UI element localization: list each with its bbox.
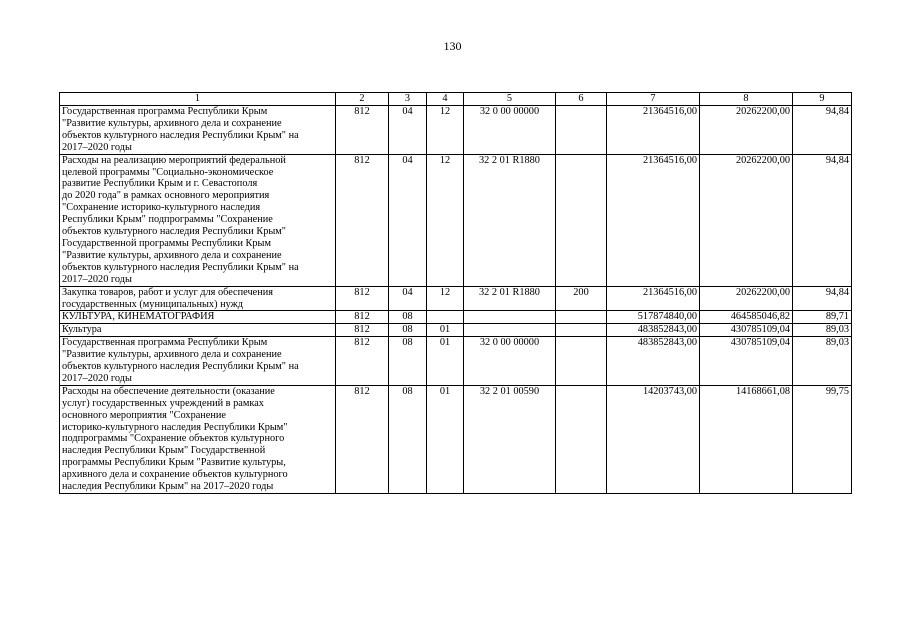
row-name: Государственная программа Республики Крым "Развитие культуры, архивного дела и сохранение объектов культурного наследия Республики Крым" на 2017–2020 годы	[60, 106, 336, 155]
cell-section: 08	[389, 324, 427, 337]
cell-amount-executed: 20262200,00	[700, 106, 793, 155]
cell-target-article: 32 2 01 00590	[464, 385, 556, 493]
cell-percent: 94,84	[793, 286, 852, 311]
cell-expense-type	[556, 324, 607, 337]
cell-percent: 89,03	[793, 324, 852, 337]
row-name: Закупка товаров, работ и услуг для обеспечения государственных (муниципальных) нужд	[60, 286, 336, 311]
row-name: КУЛЬТУРА, КИНЕМАТОГРАФИЯ	[60, 311, 336, 324]
column-header: 3	[389, 93, 427, 106]
table-row	[60, 311, 852, 324]
cell-expense-type	[556, 154, 607, 286]
cell-section: 04	[389, 286, 427, 311]
cell-target-article: 32 0 00 00000	[464, 106, 556, 155]
cell-amount-executed: 20262200,00	[700, 286, 793, 311]
table-row	[60, 286, 852, 311]
cell-amount-planned: 483852843,00	[607, 324, 700, 337]
cell-subsection: 12	[427, 154, 464, 286]
cell-amount-executed: 14168661,08	[700, 385, 793, 493]
row-name: Расходы на обеспечение деятельности (оказание услуг) государственных учреждений в рамках основного мероприятия "Сохранение историко-культурного наследия Республики Крым" подпрограммы "Сохранение объектов культурного наследия Республики Крым" Государственной программы Республики Крым "Развитие культуры, архивного дела и сохранение объектов культурного наследия Республики Крым" на 2017–2020 годы	[60, 385, 336, 493]
cell-subsection: 12	[427, 106, 464, 155]
cell-target-article	[464, 311, 556, 324]
cell-expense-type	[556, 106, 607, 155]
cell-ministry-code: 812	[336, 324, 389, 337]
cell-section: 08	[389, 311, 427, 324]
cell-ministry-code: 812	[336, 311, 389, 324]
cell-amount-executed: 20262200,00	[700, 154, 793, 286]
table-row	[60, 154, 852, 286]
row-name: Расходы на реализацию мероприятий федеральной целевой программы "Социально-экономическое развитие Республики Крым и г. Севастополя до 2020 года" в рамках основного мероприятия "Сохранение историко-культурного наследия Республики Крым" подпрограммы "Сохранение объектов культурного наследия Республики Крым" Государственной программы Республики Крым "Развитие культуры, архивного дела и сохранение объектов культурного наследия Республики Крым" на 2017–2020 годы	[60, 154, 336, 286]
page-number: 130	[443, 39, 462, 53]
cell-ministry-code: 812	[336, 154, 389, 286]
cell-target-article: 32 2 01 R1880	[464, 286, 556, 311]
cell-expense-type	[556, 337, 607, 386]
cell-subsection: 12	[427, 286, 464, 311]
column-header: 1	[60, 93, 336, 106]
cell-percent: 89,71	[793, 311, 852, 324]
cell-target-article	[464, 324, 556, 337]
cell-amount-planned: 21364516,00	[607, 286, 700, 311]
cell-amount-planned: 483852843,00	[607, 337, 700, 386]
cell-percent: 99,75	[793, 385, 852, 493]
cell-ministry-code: 812	[336, 106, 389, 155]
column-header: 7	[607, 93, 700, 106]
cell-amount-planned: 517874840,00	[607, 311, 700, 324]
row-name: Государственная программа Республики Крым "Развитие культуры, архивного дела и сохранение объектов культурного наследия Республики Крым" на 2017–2020 годы	[60, 337, 336, 386]
cell-section: 08	[389, 337, 427, 386]
cell-section: 08	[389, 385, 427, 493]
table-row	[60, 337, 852, 386]
cell-expense-type	[556, 385, 607, 493]
column-header: 9	[793, 93, 852, 106]
table-header-row	[60, 93, 852, 106]
budget-table	[59, 92, 852, 494]
cell-subsection: 01	[427, 385, 464, 493]
table-row	[60, 385, 852, 493]
cell-section: 04	[389, 154, 427, 286]
column-header: 5	[464, 93, 556, 106]
cell-amount-executed: 430785109,04	[700, 337, 793, 386]
table-row	[60, 324, 852, 337]
cell-ministry-code: 812	[336, 337, 389, 386]
cell-subsection: 01	[427, 324, 464, 337]
cell-ministry-code: 812	[336, 286, 389, 311]
row-name: Культура	[60, 324, 336, 337]
cell-ministry-code: 812	[336, 385, 389, 493]
cell-percent: 94,84	[793, 106, 852, 155]
column-header: 2	[336, 93, 389, 106]
cell-target-article: 32 0 00 00000	[464, 337, 556, 386]
cell-amount-planned: 14203743,00	[607, 385, 700, 493]
column-header: 4	[427, 93, 464, 106]
column-header: 6	[556, 93, 607, 106]
table-row	[60, 106, 852, 155]
cell-target-article: 32 2 01 R1880	[464, 154, 556, 286]
column-header: 8	[700, 93, 793, 106]
cell-percent: 94,84	[793, 154, 852, 286]
cell-amount-executed: 430785109,04	[700, 324, 793, 337]
cell-section: 04	[389, 106, 427, 155]
cell-percent: 89,03	[793, 337, 852, 386]
cell-expense-type	[556, 311, 607, 324]
cell-expense-type: 200	[556, 286, 607, 311]
cell-subsection	[427, 311, 464, 324]
cell-amount-executed: 464585046,82	[700, 311, 793, 324]
cell-amount-planned: 21364516,00	[607, 154, 700, 286]
cell-amount-planned: 21364516,00	[607, 106, 700, 155]
cell-subsection: 01	[427, 337, 464, 386]
